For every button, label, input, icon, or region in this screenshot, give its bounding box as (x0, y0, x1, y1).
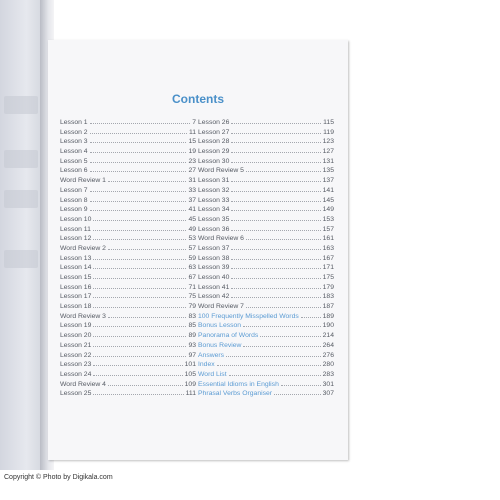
entry-page-number: 145 (322, 196, 334, 204)
contents-entry (60, 389, 196, 399)
entry-page-number: 33 (188, 186, 196, 194)
entry-page-number: 23 (188, 157, 196, 165)
dot-leader (229, 370, 321, 376)
contents-entry (60, 351, 196, 361)
entry-page-number: 115 (323, 119, 334, 126)
entry-title: Lesson 5 (60, 157, 88, 165)
bleed-through-mark (4, 150, 38, 168)
entry-title: Lesson 18 (60, 303, 92, 311)
dot-leader (231, 263, 320, 269)
entry-page-number: 59 (188, 254, 196, 262)
dot-leader (90, 196, 187, 202)
dot-leader (260, 331, 320, 337)
entry-page-number: 83 (188, 312, 196, 320)
entry-page-number: 27 (188, 167, 196, 175)
contents-entry (60, 225, 196, 235)
dot-leader (231, 283, 320, 289)
contents-heading: Contents (172, 92, 224, 106)
contents-entry (198, 234, 334, 244)
bleed-through-mark (4, 190, 38, 208)
entry-page-number: 157 (322, 225, 334, 233)
entry-page-number: 183 (322, 293, 334, 301)
contents-entry (198, 225, 334, 235)
entry-title: Word Review 6 (198, 235, 244, 243)
entry-title: Lesson 11 (60, 225, 91, 233)
dot-leader (93, 389, 183, 395)
entry-title: Lesson 35 (198, 215, 230, 223)
contents-entry (60, 176, 196, 186)
entry-title: Lesson 38 (198, 254, 230, 262)
contents-entry (198, 380, 334, 390)
entry-title: Lesson 25 (60, 390, 92, 398)
dot-leader (231, 205, 320, 211)
dot-leader (93, 302, 186, 308)
contents-entry (198, 166, 334, 176)
dot-leader (231, 147, 320, 153)
entry-title: Word Review 5 (198, 167, 244, 175)
contents-entry (198, 341, 334, 351)
contents-entry (198, 292, 334, 302)
entry-page-number: 171 (322, 264, 334, 272)
dot-leader (108, 380, 183, 386)
contents-entry (198, 273, 334, 283)
entry-page-number: 109 (184, 380, 196, 388)
entry-title: Lesson 20 (60, 332, 92, 340)
dot-leader (90, 166, 187, 172)
entry-page-number: 190 (322, 322, 334, 330)
entry-page-number: 137 (322, 177, 334, 185)
contents-entry (60, 302, 196, 312)
entry-title: Lesson 22 (60, 351, 92, 359)
contents-entry (198, 263, 334, 273)
dot-leader (108, 244, 186, 250)
entry-page-number: 127 (322, 148, 334, 156)
entry-title: Lesson 3 (60, 138, 88, 146)
entry-page-number: 167 (322, 254, 334, 262)
dot-leader (231, 244, 320, 250)
dot-leader (93, 215, 186, 221)
entry-page-number: 141 (322, 186, 334, 194)
contents-entry (60, 370, 196, 380)
entry-title: Lesson 21 (60, 341, 92, 349)
entry-title: Lesson 29 (198, 148, 230, 156)
contents-entry (60, 380, 196, 390)
entry-page-number: 97 (188, 351, 196, 359)
entry-page-number: 85 (188, 322, 196, 330)
contents-entry (198, 360, 334, 370)
dot-leader (246, 166, 321, 172)
contents-entry (60, 341, 196, 351)
dot-leader (231, 196, 320, 202)
contents-entry (60, 234, 196, 244)
entry-page-number: 307 (322, 390, 334, 398)
dot-leader (93, 360, 182, 366)
entry-page-number: 189 (322, 312, 334, 320)
contents-entry (198, 370, 334, 380)
dot-leader (217, 360, 321, 366)
entry-title: Index (198, 361, 215, 369)
contents-entry (198, 215, 334, 225)
contents-entry (60, 166, 196, 176)
entry-title: Lesson 26 (198, 119, 230, 126)
entry-page-number: 161 (322, 235, 334, 243)
entry-title: Lesson 23 (60, 361, 92, 369)
contents-right-column (198, 118, 334, 399)
entry-title: Word Review 4 (60, 380, 106, 388)
contents-entry (60, 196, 196, 206)
entry-title: Lesson 30 (198, 157, 230, 165)
dot-leader (93, 341, 186, 347)
entry-title: Lesson 37 (198, 244, 230, 252)
contents-entry (198, 128, 334, 138)
contents-entry (198, 196, 334, 206)
dot-leader (93, 370, 182, 376)
entry-page-number: 31 (188, 177, 196, 185)
entry-page-number: 71 (188, 283, 196, 291)
entry-title: Word Review 1 (60, 177, 106, 185)
entry-page-number: 123 (322, 138, 334, 146)
entry-title: Lesson 27 (198, 128, 230, 136)
entry-page-number: 63 (188, 264, 196, 272)
entry-page-number: 280 (322, 361, 334, 369)
contents-entry (198, 331, 334, 341)
entry-page-number: 89 (188, 332, 196, 340)
entry-page-number: 111 (185, 390, 196, 398)
dot-leader (231, 225, 320, 231)
dot-leader (90, 147, 187, 153)
dot-leader (301, 312, 321, 318)
entry-page-number: 301 (322, 380, 334, 388)
entry-title: Lesson 2 (60, 128, 88, 136)
contents-entry (60, 292, 196, 302)
contents-entry (198, 321, 334, 331)
contents-entry (198, 351, 334, 361)
dot-leader (90, 137, 187, 143)
dot-leader (90, 157, 187, 163)
entry-page-number: 45 (188, 215, 196, 223)
entry-title: Lesson 12 (60, 235, 92, 243)
entry-title: Lesson 7 (60, 186, 88, 194)
contents-entry (60, 312, 196, 322)
entry-title: 100 Frequently Misspelled Words (198, 312, 299, 320)
dot-leader (93, 283, 186, 289)
entry-title: Bonus Review (198, 341, 242, 349)
entry-title: Word List (198, 370, 227, 378)
dot-leader (90, 118, 191, 124)
entry-page-number: 67 (188, 274, 196, 281)
dot-leader (231, 176, 320, 182)
dot-leader (93, 234, 186, 240)
dot-leader (274, 389, 321, 395)
contents-left-column (60, 118, 196, 399)
entry-title: Lesson 15 (60, 274, 92, 281)
contents-entry (198, 186, 334, 196)
entry-title: Answers (198, 351, 225, 359)
dot-leader (108, 312, 186, 318)
contents-entry (198, 137, 334, 147)
bleed-through-mark (4, 96, 38, 114)
entry-page-number: 49 (188, 225, 196, 233)
dot-leader (231, 128, 321, 134)
entry-page-number: 57 (188, 244, 196, 252)
entry-title: Panorama of Words (198, 332, 259, 340)
entry-title: Lesson 28 (198, 138, 230, 146)
entry-page-number: 187 (322, 303, 334, 311)
entry-title: Lesson 19 (60, 322, 92, 330)
entry-title: Lesson 6 (60, 167, 88, 175)
dot-leader (93, 263, 186, 269)
entry-page-number: 75 (188, 293, 196, 301)
dot-leader (93, 331, 186, 337)
contents-entry (60, 137, 196, 147)
dot-leader (246, 234, 321, 240)
dot-leader (231, 118, 321, 124)
dot-leader (231, 215, 320, 221)
entry-title: Lesson 40 (198, 274, 230, 281)
entry-title: Lesson 16 (60, 283, 92, 291)
entry-title: Lesson 36 (198, 225, 230, 233)
contents-entry (60, 205, 196, 215)
contents-entry (60, 128, 196, 138)
entry-title: Lesson 17 (60, 293, 92, 301)
entry-page-number: 7 (192, 119, 196, 126)
entry-page-number: 37 (188, 196, 196, 204)
entry-title: Lesson 41 (198, 283, 230, 291)
dot-leader (93, 321, 186, 327)
entry-title: Lesson 9 (60, 206, 88, 214)
dot-leader (226, 351, 321, 357)
dot-leader (231, 273, 320, 279)
entry-page-number: 214 (322, 332, 334, 340)
dot-leader (231, 254, 320, 260)
entry-title: Lesson 13 (60, 254, 92, 262)
entry-page-number: 283 (322, 370, 334, 378)
entry-title: Essential Idioms in English (198, 380, 279, 388)
entry-title: Lesson 31 (198, 177, 230, 185)
contents-entry (60, 273, 196, 283)
entry-title: Lesson 4 (60, 148, 88, 156)
entry-page-number: 11 (188, 128, 196, 136)
contents-entry (198, 302, 334, 312)
entry-page-number: 119 (323, 128, 334, 136)
dot-leader (93, 254, 186, 260)
entry-title: Lesson 10 (60, 215, 92, 223)
dot-leader (243, 321, 321, 327)
entry-page-number: 79 (188, 303, 196, 311)
contents-entry (198, 176, 334, 186)
photo-credit: Copyright © Photo by Digikala.com (4, 474, 113, 481)
contents-entry (60, 283, 196, 293)
dot-leader (246, 302, 321, 308)
dot-leader (93, 292, 186, 298)
dot-leader (231, 186, 320, 192)
contents-entry (198, 205, 334, 215)
contents-entry (60, 360, 196, 370)
entry-page-number: 153 (322, 215, 334, 223)
entry-page-number: 101 (184, 361, 196, 369)
contents-page (48, 40, 348, 460)
entry-title: Lesson 8 (60, 196, 88, 204)
entry-page-number: 15 (188, 138, 196, 146)
entry-title: Lesson 33 (198, 196, 230, 204)
contents-entry (60, 118, 196, 128)
bleed-through-mark (4, 250, 38, 268)
entry-title: Lesson 14 (60, 264, 92, 272)
dot-leader (90, 205, 187, 211)
entry-page-number: 105 (184, 370, 196, 378)
entry-page-number: 175 (322, 274, 334, 281)
dot-leader (231, 137, 320, 143)
entry-page-number: 163 (322, 244, 334, 252)
entry-page-number: 276 (322, 351, 334, 359)
entry-title: Lesson 42 (198, 293, 230, 301)
entry-title: Lesson 39 (198, 264, 230, 272)
dot-leader (93, 273, 186, 279)
contents-entry (60, 254, 196, 264)
contents-entry (198, 118, 334, 128)
entry-title: Lesson 34 (198, 206, 230, 214)
entry-title: Word Review 7 (198, 303, 244, 311)
contents-entry (198, 389, 334, 399)
contents-entry (60, 321, 196, 331)
contents-entry (198, 157, 334, 167)
entry-page-number: 131 (322, 157, 334, 165)
entry-title: Word Review 3 (60, 312, 106, 320)
contents-entry (60, 157, 196, 167)
dot-leader (108, 176, 186, 182)
entry-title: Lesson 1 (60, 119, 88, 126)
entry-page-number: 264 (322, 341, 334, 349)
entry-page-number: 41 (188, 206, 196, 214)
contents-entry (60, 186, 196, 196)
contents-entry (198, 312, 334, 322)
dot-leader (93, 351, 186, 357)
entry-page-number: 149 (322, 206, 334, 214)
contents-entry (60, 244, 196, 254)
entry-title: Lesson 32 (198, 186, 230, 194)
contents-entry (60, 215, 196, 225)
entry-page-number: 135 (322, 167, 334, 175)
dot-leader (93, 225, 187, 231)
dot-leader (90, 186, 187, 192)
contents-entry (198, 254, 334, 264)
entry-title: Word Review 2 (60, 244, 106, 252)
entry-page-number: 179 (322, 283, 334, 291)
contents-entry (60, 147, 196, 157)
dot-leader (231, 292, 320, 298)
entry-title: Bonus Lesson (198, 322, 242, 330)
dot-leader (243, 341, 320, 347)
dot-leader (281, 380, 321, 386)
entry-title: Phrasal Verbs Organiser (198, 390, 273, 398)
entry-title: Lesson 24 (60, 370, 92, 378)
contents-entry (60, 263, 196, 273)
contents-entry (60, 331, 196, 341)
contents-entry (198, 283, 334, 293)
contents-entry (198, 147, 334, 157)
entry-page-number: 19 (188, 148, 196, 156)
contents-entry (198, 244, 334, 254)
dot-leader (231, 157, 320, 163)
entry-page-number: 93 (188, 341, 196, 349)
entry-page-number: 53 (188, 235, 196, 243)
dot-leader (90, 128, 187, 134)
